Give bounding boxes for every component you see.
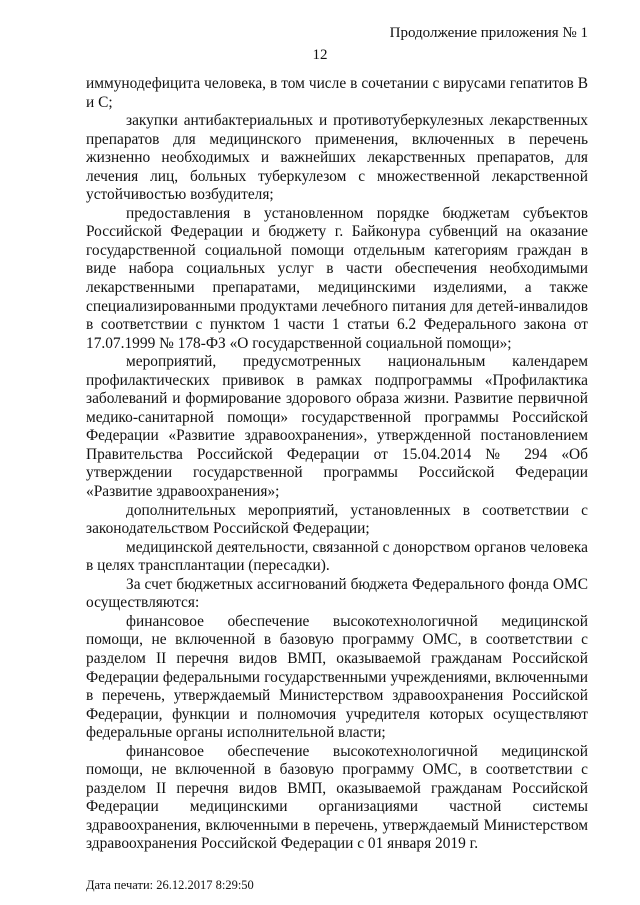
paragraph: финансовое обеспечение высокотехнологичной медицинской помощи, не включенной в базовую программу ОМС, в соответствии с разделом II перечня видов ВМП, оказываемой гражданам Российской Федерации медицинскими организациями частной системы здравоохранения, включенными в перечень, утверждаемый Министерством здравоохранения Российской Федерации с 01 января 2019 г. — [86, 742, 588, 853]
paragraph: финансовое обеспечение высокотехнологичной медицинской помощи, не включенной в базовую программу ОМС, в соответствии с разделом II перечня видов ВМП, оказываемой гражданам Российской Федерации федеральными государственными учреждениями, включенными в перечень, утверждаемый Министерством здравоохранения Российской Федерации, функции и полномочия учредителя которых осуществляют федеральные органы исполнительной власти; — [86, 612, 588, 742]
print-date-footer: Дата печати: 26.12.2017 8:29:50 — [86, 878, 254, 892]
paragraph: предоставления в установленном порядке бюджетам субъектов Российской Федерации и бюджету г. Байконура субвенций на оказание государственной социальной помощи отдельным категориям граждан в виде набора социальных услуг в части обеспечения необходимыми лекарственными препаратами, медицинскими изделиями, а также специализированными продуктами лечебного питания для детей-инвалидов в соответствии с пунктом 1 части 1 статьи 6.2 Федерального закона от 17.07.1999 № 178-ФЗ «О государственной социальной помощи»; — [86, 204, 588, 352]
paragraph: медицинской деятельности, связанной с донорством органов человека в целях трансплантации (пересадки). — [86, 538, 588, 575]
paragraph: мероприятий, предусмотренных национальным календарем профилактических прививок в рамках подпрограммы «Профилактика заболеваний и формирование здорового образа жизни. Развитие первичной медико-санитарной помощи» государственной программы Российской Федерации «Развитие здравоохранения», утвержденной постановлением Правительства Российской Федерации от 15.04.2014 № 294 «Об утверждении государственной программы Российской Федерации «Развитие здравоохранения»; — [86, 353, 588, 501]
paragraph: иммунодефицита человека, в том числе в сочетании с вирусами гепатитов B и C; — [86, 75, 588, 111]
paragraph: дополнительных мероприятий, установленных в соответствии с законодательством Российской Федерации; — [86, 501, 588, 538]
page-number: 12 — [312, 47, 328, 63]
paragraph: За счет бюджетных ассигнований бюджета Федерального фонда ОМС осуществляются: — [86, 575, 588, 612]
paragraph: закупки антибактериальных и противотуберкулезных лекарственных препаратов для медицинского применения, включенных в перечень жизненно необходимых и важнейших лекарственных препаратов, для лечения лиц, больных туберкулезом с множественной лекарственной устойчивостью возбудителя; — [86, 112, 588, 204]
appendix-continuation-label: Продолжение приложения № 1 — [389, 25, 588, 41]
document-body — [86, 75, 588, 854]
